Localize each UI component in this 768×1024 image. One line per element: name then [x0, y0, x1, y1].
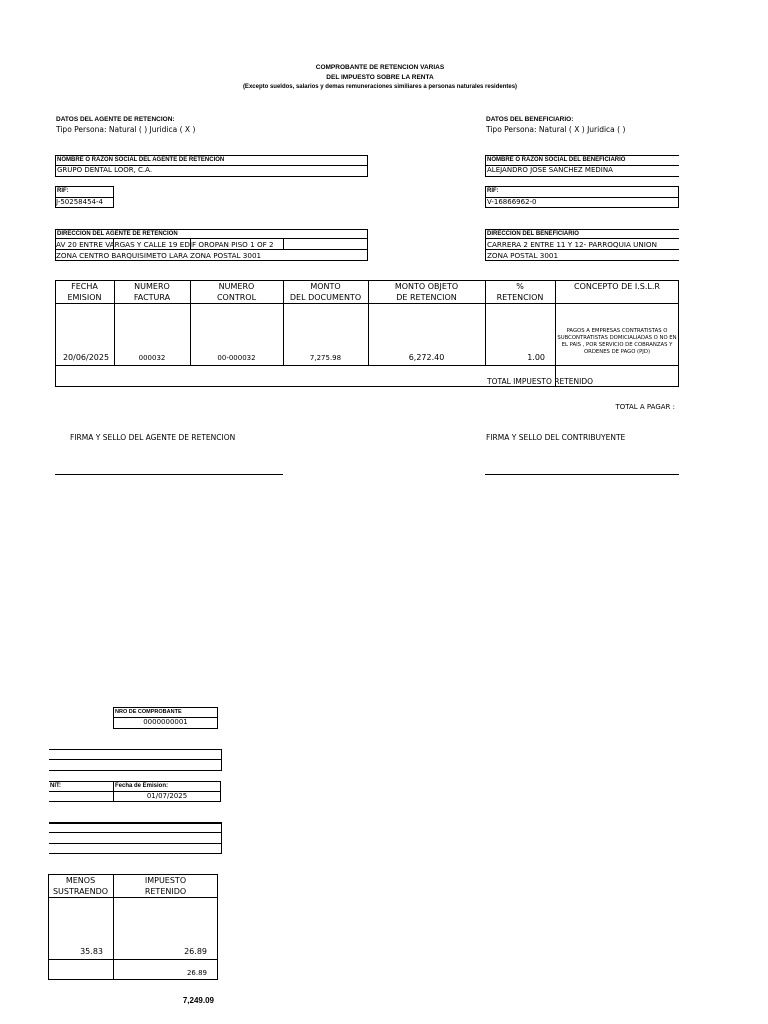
- empty-box-2: [49, 822, 222, 854]
- agent-address-line1: AV 20 ENTRE VARGAS Y CALLE 19 EDIF OROPAN PISO 1 OF 2: [56, 240, 274, 249]
- agent-signature-label: FIRMA Y SELLO DEL AGENTE DE RETENCION: [70, 433, 236, 442]
- divider: [55, 238, 368, 239]
- header-monto-objeto: [368, 281, 485, 303]
- header-porcentaje: [485, 281, 555, 303]
- divider: [49, 759, 222, 760]
- divider: [55, 365, 679, 366]
- header-concepto: [555, 281, 679, 292]
- nit-label: NIT:: [50, 783, 61, 789]
- header-text: DEL DOCUMENTO: [289, 293, 362, 302]
- cell-concepto: PAGOS A EMPRESAS CONTRATISTAS O SUBCONTRATISTAS DOMICIALIADAS O NO EN EL PAIS , POR SERVICIO DE COBRANZAS Y ORDENES DE PAGO (PJD): [557, 328, 677, 355]
- header-text: MENOS: [65, 876, 96, 885]
- header-text: CONCEPTO DE I.S.L.R: [574, 282, 660, 291]
- header-text: RETENIDO: [144, 887, 187, 896]
- header-text: FECHA: [71, 282, 98, 291]
- header-factura: [114, 281, 190, 303]
- beneficiary-address-label: DIRECCION DEL BENEFICIARIO: [487, 231, 579, 237]
- total-impuesto-retenido-label: TOTAL IMPUESTO RETENIDO: [487, 377, 594, 386]
- contribuyente-signature-label: FIRMA Y SELLO DEL CONTRIBUYENTE: [486, 433, 626, 442]
- divider: [485, 249, 679, 250]
- header-text: DE RETENCION: [396, 293, 457, 302]
- header-text: MONTO: [310, 282, 341, 291]
- agent-address-label: DIRECCION DEL AGENTE DE RETENCION: [57, 231, 178, 237]
- document-title: COMPROBANTE DE RETENCION VARIAS: [315, 64, 445, 71]
- header-menos-sustraendo: [48, 875, 113, 897]
- header-text: MONTO OBJETO: [394, 282, 459, 291]
- agent-signature-line: [55, 474, 283, 475]
- total-a-pagar-value: 7,249.09: [182, 996, 214, 1005]
- total-a-pagar-label: TOTAL A PAGAR :: [615, 403, 675, 411]
- empty-box-1: [49, 749, 222, 771]
- cell-monto-objeto: 6,272.40: [408, 353, 445, 362]
- beneficiary-rif-label: RIF:: [487, 188, 499, 194]
- divider: [55, 249, 368, 250]
- cell-factura: 000032: [138, 354, 166, 362]
- divider: [48, 897, 218, 898]
- beneficiary-section-title: DATOS DEL BENEFICIARIO:: [486, 116, 574, 123]
- header-text: NUMERO: [134, 282, 170, 291]
- agent-tipo-persona: Tipo Persona: Natural ( ) Juridica ( X ): [56, 125, 196, 134]
- header-impuesto-retenido: [113, 875, 218, 897]
- fecha-emision-value: 01/07/2025: [146, 792, 188, 800]
- agent-name-value: GRUPO DENTAL LOOR, C.A.: [57, 166, 153, 174]
- divider: [485, 238, 679, 239]
- header-monto-documento: [283, 281, 368, 303]
- header-text: IMPUESTO: [144, 876, 187, 885]
- fecha-emision-label: Fecha de Emision:: [115, 783, 169, 789]
- agent-rif-value: J-50258454-4: [56, 198, 103, 206]
- beneficiary-name-value: ALEJANDRO JOSE SANCHEZ MEDINA: [487, 166, 613, 174]
- divider: [283, 238, 284, 249]
- header-text: CONTROL: [216, 293, 257, 302]
- cell-monto-documento: 7,275.98: [309, 354, 342, 362]
- header-control: [190, 281, 283, 303]
- header-text: %: [516, 282, 524, 291]
- divider: [48, 959, 218, 960]
- beneficiary-rif-value: V-16866962-0: [487, 198, 537, 206]
- header-fecha: [55, 281, 114, 303]
- header-text: RETENCION: [496, 293, 544, 302]
- beneficiary-tipo-persona: Tipo Persona: Natural ( X ) Juridica ( ): [486, 125, 626, 134]
- document-subtitle: DEL IMPUESTO SOBRE LA RENTA: [326, 74, 434, 81]
- divider: [49, 843, 222, 844]
- beneficiary-address-line2: ZONA POSTAL 3001: [487, 251, 559, 260]
- cell-control: 00-000032: [217, 354, 256, 362]
- impuesto-retenido-value: 26.89: [184, 947, 207, 956]
- beneficiary-address-line1: CARRERA 2 ENTRE 11 Y 12- PARROQUIA UNION: [487, 240, 657, 249]
- agent-name-label: NOMBRE O RAZON SOCIAL DEL AGENTE DE RETENCION: [57, 157, 225, 163]
- contribuyente-signature-line: [485, 474, 679, 475]
- cell-porcentaje: 1.00: [527, 353, 545, 362]
- divider: [555, 280, 556, 387]
- document-note: (Excepto sueldos, salarios y demas remuneraciones similiares a personas naturales residentes): [242, 84, 518, 90]
- header-text: SUSTRAENDO: [52, 887, 109, 896]
- agent-section-title: DATOS DEL AGENTE DE RETENCION:: [56, 116, 175, 123]
- nro-comprobante-value: 0000000001: [143, 718, 188, 726]
- header-text: NUMERO: [218, 282, 255, 291]
- divider: [49, 832, 222, 833]
- impuesto-retenido-total: 26.89: [186, 969, 207, 977]
- agent-rif-label: RIF:: [57, 188, 69, 194]
- header-text: FACTURA: [133, 293, 171, 302]
- agent-address-line2: ZONA CENTRO BARQUISIMETO LARA ZONA POSTAL 3001: [56, 251, 262, 260]
- nro-comprobante-label: NRO DE COMPROBANTE: [115, 709, 182, 715]
- divider: [55, 303, 679, 304]
- header-text: EMISION: [67, 293, 102, 302]
- beneficiary-name-label: NOMBRE O RAZON SOCIAL DEL BENEFICIARIO: [487, 157, 626, 163]
- cell-fecha: 20/06/2025: [62, 353, 110, 362]
- menos-sustraendo-value: 35.83: [80, 947, 103, 956]
